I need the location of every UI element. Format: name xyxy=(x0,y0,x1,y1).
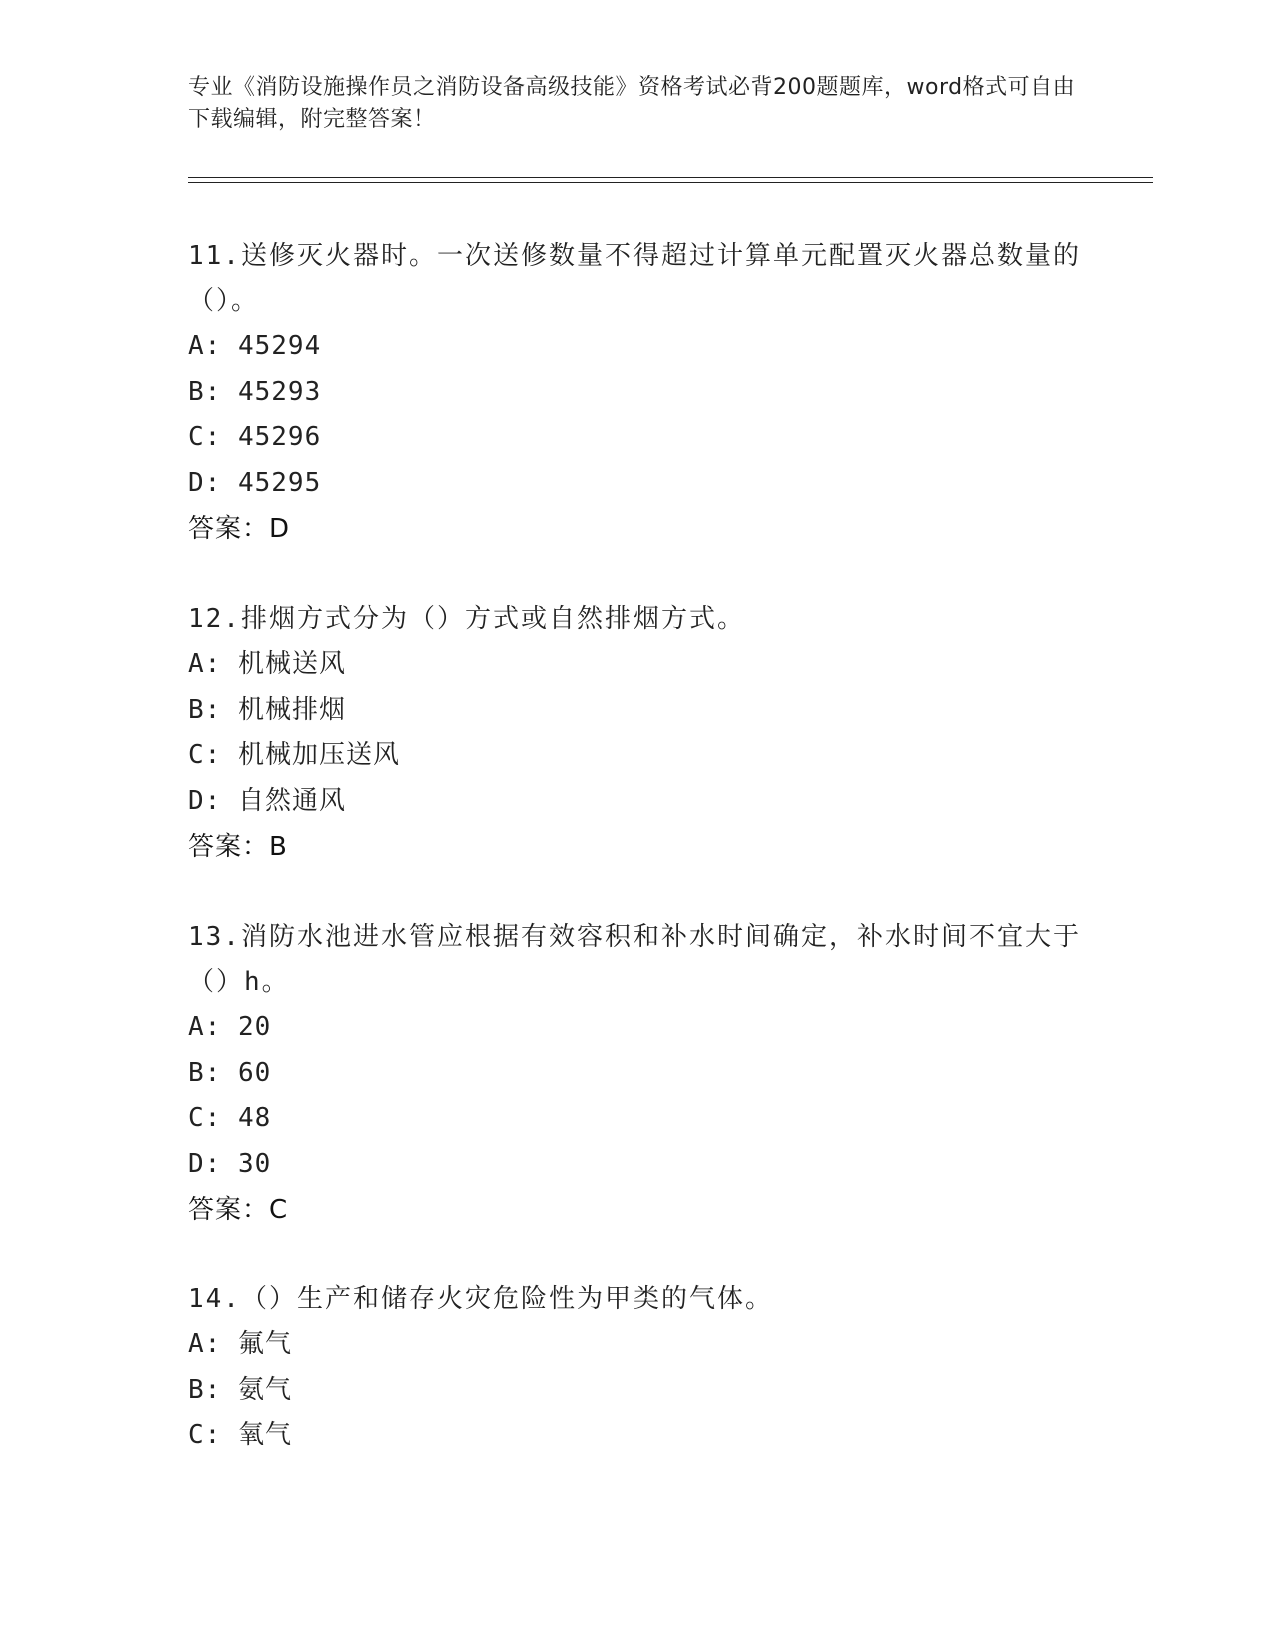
answer: 答案：D xyxy=(188,514,291,544)
option-b: B: 机械排烟 xyxy=(188,694,346,725)
question-stem: 12.排烟方式分为（）方式或自然排烟方式。 xyxy=(188,604,745,634)
option-b: B: 45293 xyxy=(188,376,322,407)
document-header: 专业《消防设施操作员之消防设备高级技能》资格考试必背200题题库，word格式可自由下载编辑，附完整答案！ xyxy=(188,75,1076,132)
question-12 xyxy=(188,597,1088,870)
option-d: D: 自然通风 xyxy=(188,785,346,816)
option-c: C: 机械加压送风 xyxy=(188,740,400,770)
option-a: A: 20 xyxy=(188,1012,272,1042)
question-stem: 13.消防水池进水管应根据有效容积和补水时间确定，补水时间不宜大于（）h。 xyxy=(188,922,1081,997)
option-d: D: 45295 xyxy=(188,467,322,498)
option-d: D: 30 xyxy=(188,1148,272,1179)
option-b: B: 60 xyxy=(188,1057,272,1088)
option-c: C: 48 xyxy=(188,1103,272,1133)
header-divider-top xyxy=(188,177,1153,178)
answer: 答案：C xyxy=(188,1195,289,1225)
question-11 xyxy=(188,234,1088,552)
option-a: A: 氟气 xyxy=(188,1329,292,1359)
option-a: A: 机械送风 xyxy=(188,649,346,679)
question-13 xyxy=(188,915,1088,1233)
option-c: C: 氧气 xyxy=(188,1420,292,1450)
option-b: B: 氨气 xyxy=(188,1374,292,1405)
question-stem: 14.（）生产和储存火灾危险性为甲类的气体。 xyxy=(188,1284,773,1314)
header-divider-bottom xyxy=(188,182,1153,183)
option-c: C: 45296 xyxy=(188,422,322,452)
option-a: A: 45294 xyxy=(188,331,322,361)
question-14 xyxy=(188,1277,1088,1459)
answer: 答案：B xyxy=(188,832,288,862)
question-stem: 11.送修灭火器时。一次送修数量不得超过计算单元配置灭火器总数量的（）。 xyxy=(188,241,1081,316)
